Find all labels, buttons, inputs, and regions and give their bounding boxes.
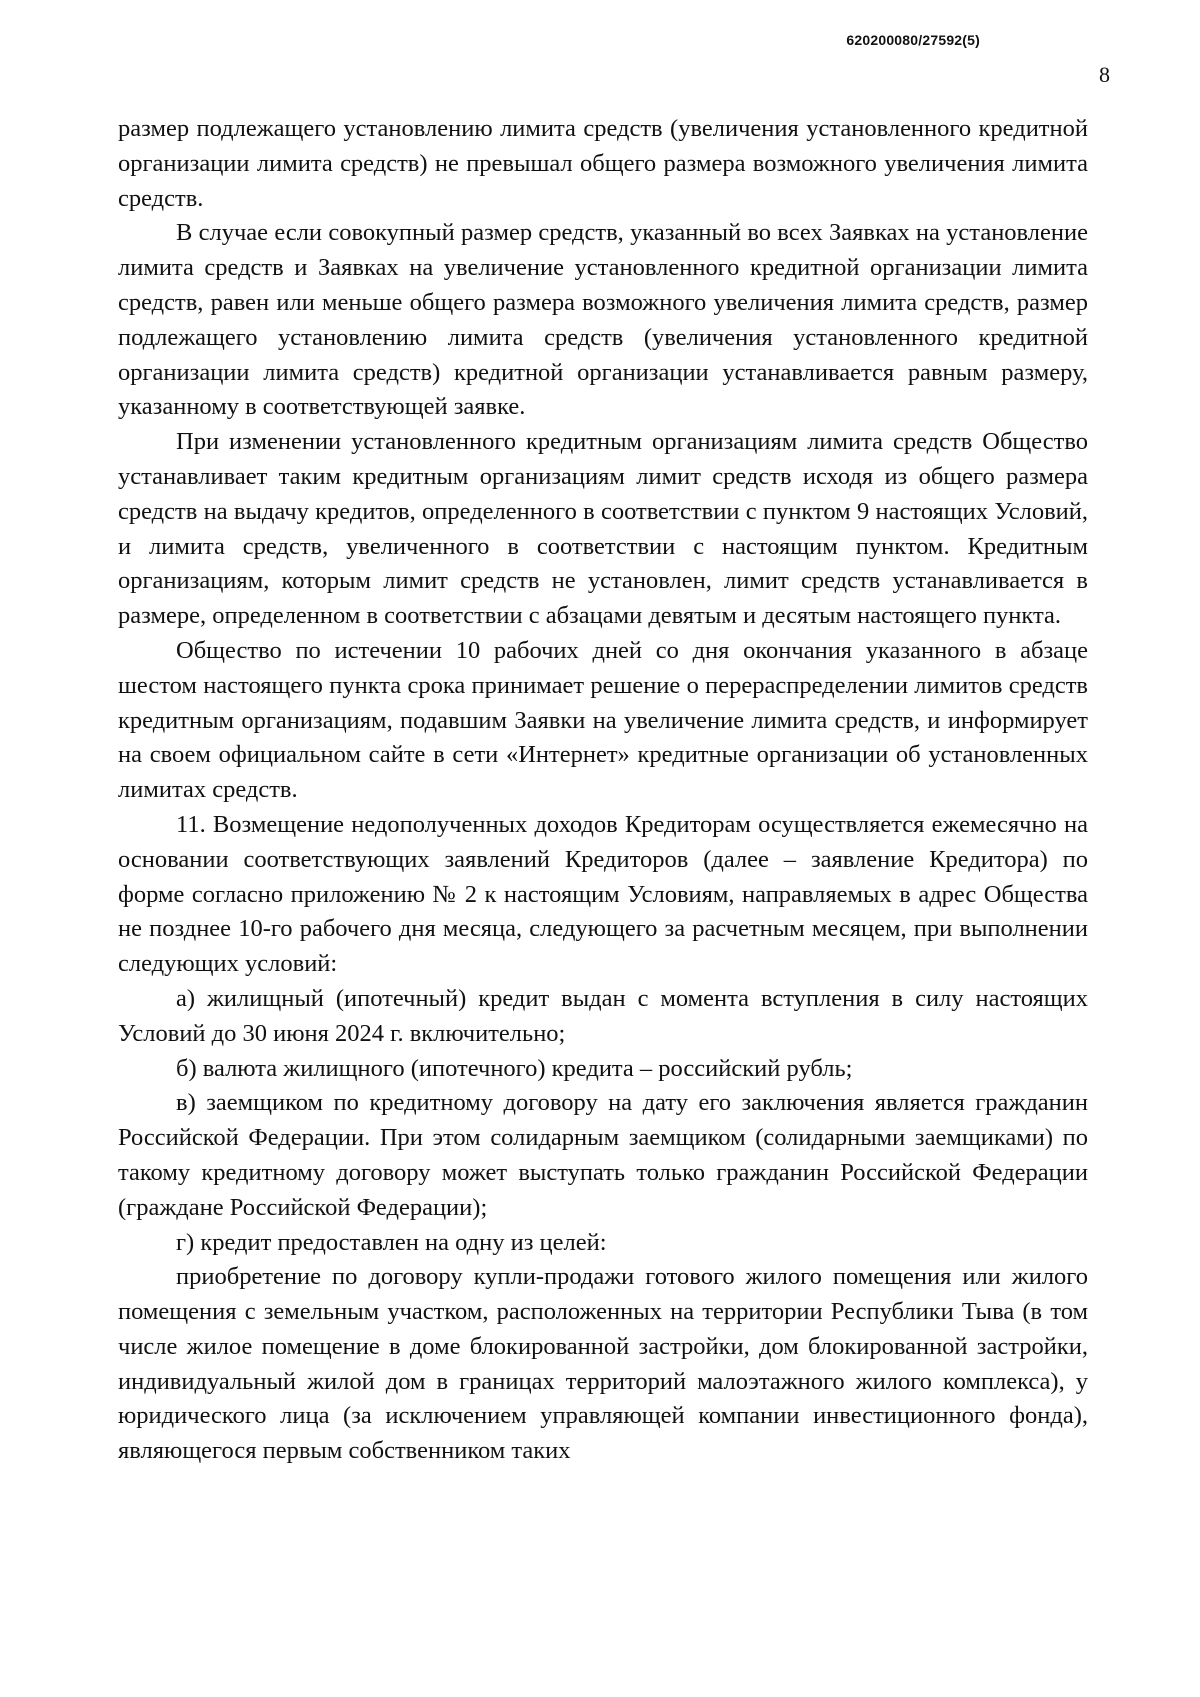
paragraph-condition-v: в) заемщиком по кредитному договору на дату его заключения является гражданин Российской Федерации. При этом солидарным заемщиком (солидарными заемщиками) по такому кредитному договору может выступать только гражданин Российской Федерации (граждане Российской Федерации); bbox=[118, 1089, 1088, 1221]
document-body bbox=[118, 112, 1088, 1469]
paragraph-total-funds: В случае если совокупный размер средств, указанный во всех Заявках на установление лимита средств и Заявках на увеличение установленного кредитной организации лимита средств, равен или меньше общего размера возможного увеличения лимита средств, размер подлежащего установлению лимита средств (увеличения установленного кредитной организации лимита средств) кредитной организации устанавливается равным размеру, указанному в соответствующей заявке. bbox=[118, 219, 1088, 421]
paragraph-condition-a: а) жилищный (ипотечный) кредит выдан с момента вступления в силу настоящих Условий до 30 июня 2024 г. включительно; bbox=[118, 984, 1088, 1047]
page-number: 8 bbox=[1099, 62, 1110, 87]
paragraph-clause-11: 11. Возмещение недополученных доходов Кредиторам осуществляется ежемесячно на основании соответствующих заявлений Кредиторов (далее – заявление Кредитора) по форме согласно приложению № 2 к настоящим Условиям, направляемых в адрес Общества не позднее 10-го рабочего дня месяца, следующего за расчетным месяцем, при выполнении следующих условий: bbox=[118, 810, 1088, 978]
paragraph-condition-b: б) валюта жилищного (ипотечного) кредита – российский рубль; bbox=[176, 1054, 853, 1082]
paragraph-limit-change: При изменении установленного кредитным организациям лимита средств Общество устанавливает таким кредитным организациям лимит средств исходя из общего размера средств на выдачу кредитов, определенного в соответствии с пунктом 9 настоящих Условий, и лимита средств, увеличенного в соответствии с настоящим пунктом. Кредитным организациям, которым лимит средств не установлен, лимит средств устанавливается в размере, определенном в соответствии с абзацами девятым и десятым настоящего пункта. bbox=[118, 428, 1088, 630]
paragraph-purchase-purpose: приобретение по договору купли-продажи готового жилого помещения или жилого помещения с земельным участком, расположенных на территории Республики Тыва (в том числе жилое помещение в доме блокированной застройки, дом блокированной застройки, индивидуальный жилой дом в границах территорий малоэтажного жилого комплекса), у юридического лица (за исключением управляющей компании инвестиционного фонда), являющегося первым собственником таких bbox=[118, 1263, 1088, 1465]
document-code: 620200080/27592(5) bbox=[846, 32, 980, 48]
paragraph-continuation: размер подлежащего установлению лимита средств (увеличения установленного кредитной организации лимита средств) не превышал общего размера возможного увеличения лимита средств. bbox=[118, 115, 1088, 212]
paragraph-redistribution-decision: Общество по истечении 10 рабочих дней со дня окончания указанного в абзаце шестом настоящего пункта срока принимает решение о перераспределении лимитов средств кредитным организациям, подавшим Заявки на увеличение лимита средств, и информирует на своем официальном сайте в сети «Интернет» кредитные организации об установленных лимитах средств. bbox=[118, 636, 1088, 804]
paragraph-condition-g: г) кредит предоставлен на одну из целей: bbox=[176, 1228, 607, 1256]
